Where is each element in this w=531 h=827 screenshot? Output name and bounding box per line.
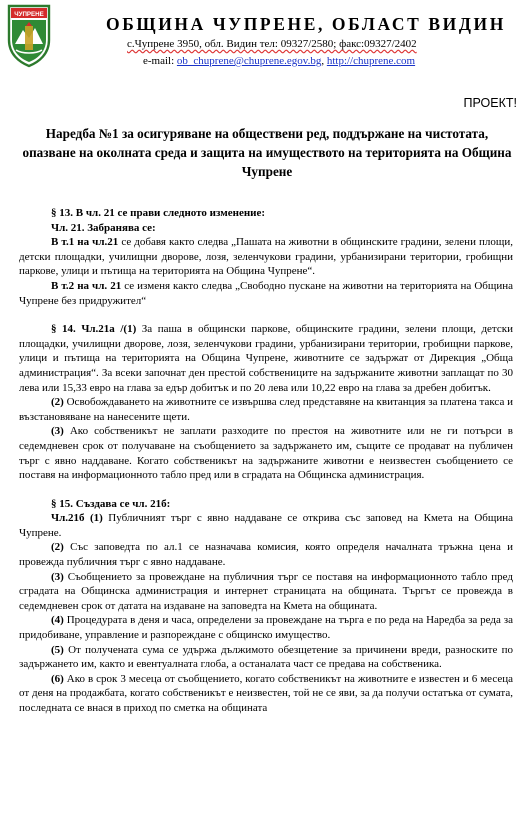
paragraph: (4) Процедурата в деня и часа, определени за провеждане на търга е по реда на Наредба за реда за придобиване, управление и разпореждане с общинско имущество. <box>19 614 513 642</box>
draft-label: ПРОЕКТ! <box>463 96 517 110</box>
section-13-heading: § 13. В чл. 21 се прави следното изменение: <box>51 207 266 219</box>
letterhead <box>0 0 531 72</box>
contact-address <box>127 38 417 50</box>
email-link[interactable]: ob_chuprene@chuprene.egov.bg <box>176 55 322 67</box>
paragraph: (3) Съобщението за провеждане на публичния търг се поставя на информационното табло пред сградата на Общинска администрация и интернет страницата на общината. Търгът се провежда в седемдневен срок от датата на издаване на заповедта на Кмета на общината. <box>19 570 513 612</box>
document-title: Наредба №1 за осигуряване на обществени ред, поддържане на чистотата, опазване на околната среда и защита на имуществото на територията на Община Чупрене <box>22 126 512 179</box>
paragraph: В т.1 на чл.21 се добавя както следва „Пашата на животни в общинските градини, зелени площи, детски площадки, училищни дворове, лозя, зеленчукови градини, урбанизирани територии, гробищни паркове, улици и пътища на територията на Община Чупрене“. <box>19 236 513 278</box>
document-body <box>19 206 513 716</box>
paragraph: (2) Освобождаването на животните се извършва след представяне на квитанция за платена такса и възстановяване на нанесените щети. <box>19 396 513 423</box>
email-line <box>143 55 415 67</box>
paragraph: (5) От получената сума се удържа дължимото обезщетение за причинени вреди, разноските по задържането им, както и евентуалната глоба, а останалата част се предава на собственика. <box>19 643 513 671</box>
paragraph: В т.2 на чл. 21 се изменя както следва „Свободно пускане на животни на територията на Община Чупрене без придружител“ <box>19 279 513 307</box>
section-14-paragraph: § 14. Чл.21а /(1) За паша в общински паркове, общинските градини, зелени площи, детски площадки, училищни дворове, лозя, зеленчукови градини, урбанизирани територии, гробищни паркове, улици и пътища на територията на Община Чупрене, животните се задържат от Дирекция „Обща администрация“. За всеки започнат ден престой собствениците на задържаните животни заплащат по 30 лева или 15,33 евро на глава за едър добитък и по 20 лева или 10,22 евро на глава за дребен добитък. <box>19 323 513 394</box>
link-separator: , <box>321 55 325 67</box>
website-link[interactable]: http://chuprene.com <box>326 55 416 67</box>
article-21-title: Чл. 21. Забранява се: <box>51 221 156 234</box>
paragraph: (6) Ако в срок 3 месеца от съобщението, когато собственикът на животните е известен и 6 месеца от деня на продажбата, когато собственикът е неизвестен, той не се яви, за да получи остатъка от сумата, последната се внася в приход по сметка на общината <box>19 672 513 714</box>
coat-of-arms-logo <box>6 2 52 68</box>
paragraph: Чл.21б (1) Публичният търг с явно наддаване се открива със заповед на Кмета на Община Чупрене. <box>19 512 513 539</box>
section-15-heading: § 15. Създава се чл. 21б: <box>51 497 171 510</box>
address-text: с.Чупрене 3950, обл. Видин тел: 09327/2580; факс:09327/2402 <box>127 38 417 50</box>
email-label: e-mail: <box>143 55 175 67</box>
paragraph: (3) Ако собственикът не заплати разходите по престоя на животните или не ги потърси в седемдневен срок от получаване на съобщението за задържането им, същите се продават на публичен търг с явно наддаване. Когато собственикът на задържаните животни е неизвестен съобщението се поставя на информационното табло пред или в сградата на Общинска администрация. <box>19 425 513 482</box>
svg-text:ЧУПРЕНЕ: ЧУПРЕНЕ <box>14 11 44 18</box>
organization-name: ОБЩИНА ЧУПРЕНЕ, ОБЛАСТ ВИДИН <box>106 14 506 34</box>
paragraph: (2) Със заповедта по ал.1 се назначава комисия, която определя началната тръжна цена и провежда публичния търг с явно наддаване. <box>19 541 513 569</box>
